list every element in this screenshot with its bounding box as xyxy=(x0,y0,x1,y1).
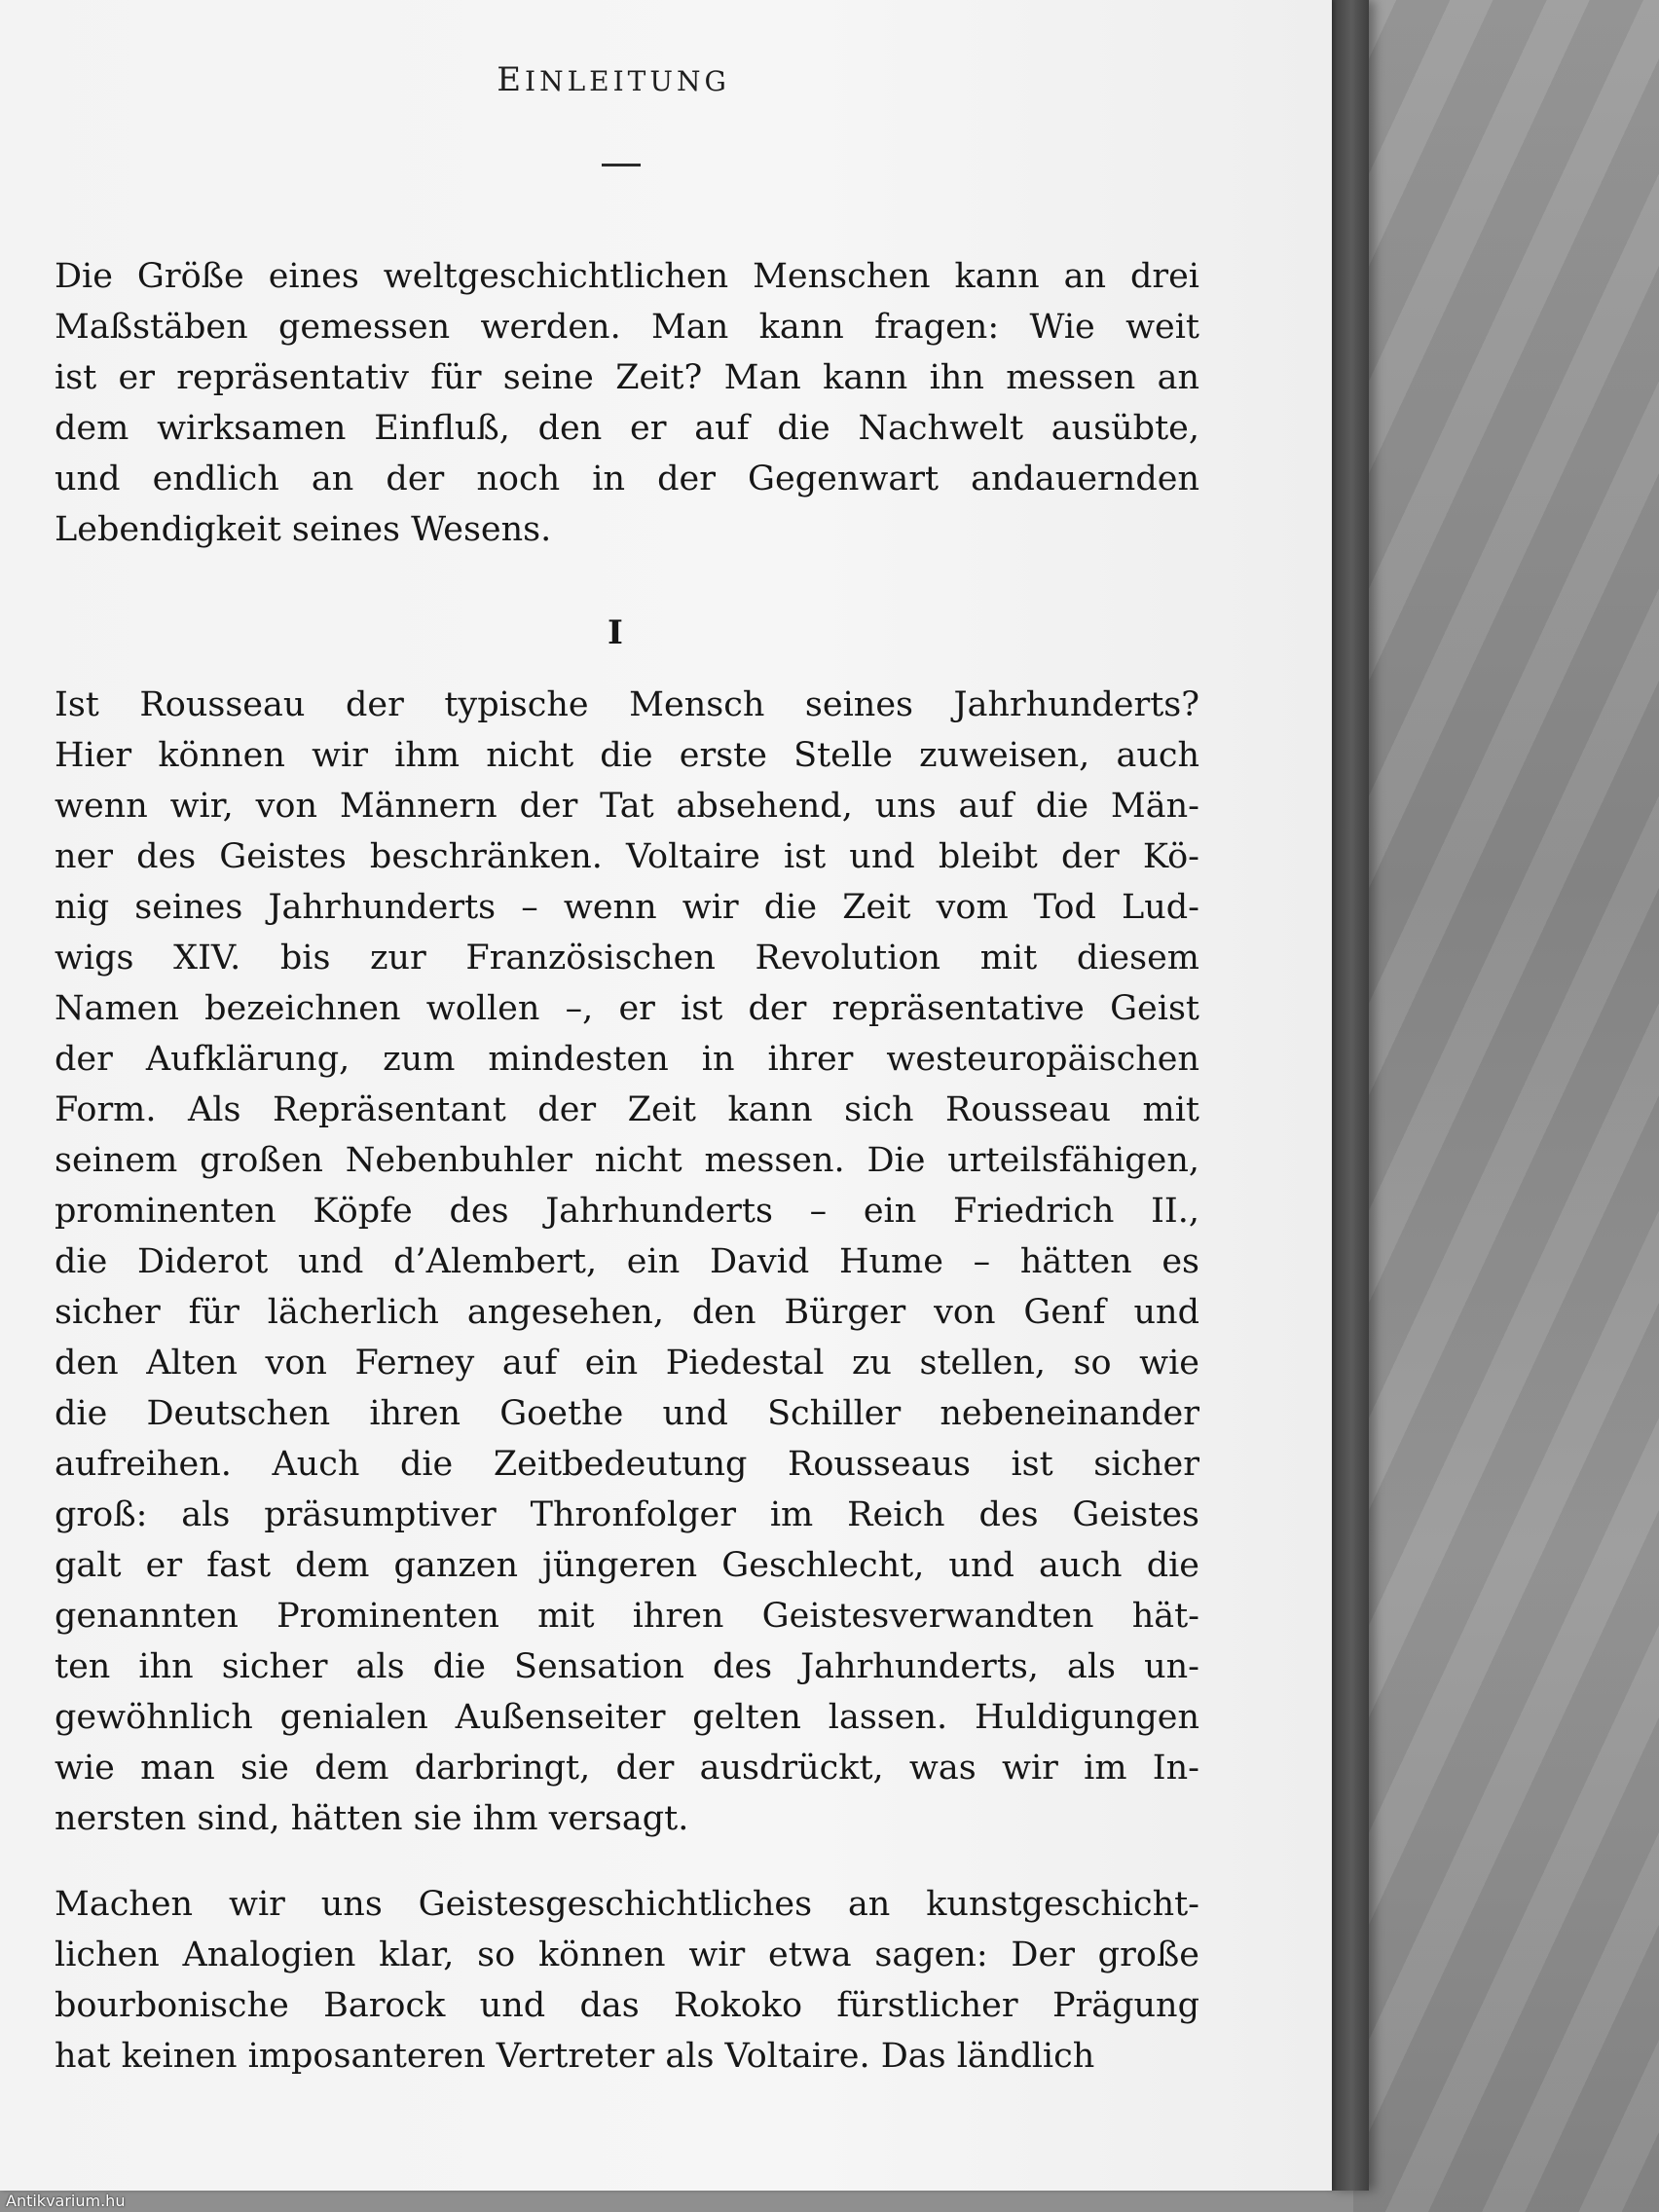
running-head-rest: INLEITUNG xyxy=(525,65,730,97)
section-numeral: I xyxy=(608,613,623,652)
text-line: bourbonische Barock und das Rokoko fürstlicher Prägung xyxy=(55,1986,1199,2025)
running-head-initial: E xyxy=(497,60,526,99)
running-head xyxy=(0,60,1227,99)
text-line: und endlich an der noch in der Gegenwart andauernden xyxy=(55,460,1199,498)
text-line: sicher für lächerlich angesehen, den Bürger von Genf und xyxy=(55,1293,1199,1332)
closing-paragraph xyxy=(55,1879,1199,2082)
text-line: Maßstäben gemessen werden. Man kann fragen: Wie weit xyxy=(55,308,1199,347)
text-line: wie man sie dem darbringt, der ausdrückt, was wir im In- xyxy=(55,1749,1199,1788)
text-line: Namen bezeichnen wollen –, er ist der repräsentative Geist xyxy=(55,989,1199,1028)
text-line: Ist Rousseau der typische Mensch seines Jahrhunderts? xyxy=(55,685,1199,724)
text-line: Lebendigkeit seines Wesens. xyxy=(55,510,552,549)
text-line: die Deutschen ihren Goethe und Schiller nebeneinander xyxy=(55,1394,1199,1433)
text-line: Die Größe eines weltgeschichtlichen Menschen kann an drei xyxy=(55,257,1199,296)
text-line: nig seines Jahrhunderts – wenn wir die Zeit vom Tod Lud- xyxy=(55,888,1199,927)
section-paragraph xyxy=(55,680,1199,1844)
book-cover-edge xyxy=(1330,0,1369,2191)
text-line: dem wirksamen Einfluß, den er auf die Nachwelt ausübte, xyxy=(55,409,1199,448)
watermark: Antikvarium.hu xyxy=(6,2192,126,2210)
text-line: hat keinen imposanteren Vertreter als Voltaire. Das ländlich xyxy=(55,2037,1095,2076)
text-line: groß: als präsumptiver Thronfolger im Reich des Geistes xyxy=(55,1495,1199,1534)
text-line: lichen Analogien klar, so können wir etwa sagen: Der große xyxy=(55,1936,1199,1974)
text-line: Form. Als Repräsentant der Zeit kann sich Rousseau mit xyxy=(55,1090,1199,1129)
text-line: der Aufklärung, zum mindesten in ihrer westeuropäischen xyxy=(55,1040,1199,1079)
background-surface xyxy=(1353,0,1659,2212)
text-line: ten ihn sicher als die Sensation des Jahrhunderts, als un- xyxy=(55,1647,1199,1686)
text-line: die Diderot und d’Alembert, ein David Hume – hätten es xyxy=(55,1242,1199,1281)
text-line: galt er fast dem ganzen jüngeren Geschlecht, und auch die xyxy=(55,1546,1199,1585)
text-line: aufreihen. Auch die Zeitbedeutung Rousseaus ist sicher xyxy=(55,1445,1199,1484)
text-line: nersten sind, hätten sie ihm versagt. xyxy=(55,1799,689,1838)
text-line: Machen wir uns Geistesgeschichtliches an kunstgeschicht- xyxy=(55,1885,1199,1924)
text-line: ist er repräsentativ für seine Zeit? Man kann ihn messen an xyxy=(55,358,1199,397)
text-line: seinem großen Nebenbuhler nicht messen. Die urteilsfähigen, xyxy=(55,1141,1199,1180)
intro-paragraph xyxy=(55,251,1199,555)
text-line: genannten Prominenten mit ihren Geistesverwandten hät- xyxy=(55,1597,1199,1636)
text-line: wigs XIV. bis zur Französischen Revolution mit diesem xyxy=(55,939,1199,977)
text-line: den Alten von Ferney auf ein Piedestal zu stellen, so wie xyxy=(55,1344,1199,1382)
text-line: ner des Geistes beschränken. Voltaire ist und bleibt der Kö- xyxy=(55,837,1199,876)
head-rule xyxy=(602,164,641,166)
text-line: Hier können wir ihm nicht die erste Stelle zuweisen, auch xyxy=(55,736,1199,775)
text-line: prominenten Köpfe des Jahrhunderts – ein Friedrich II., xyxy=(55,1192,1199,1231)
text-line: gewöhnlich genialen Außenseiter gelten lassen. Huldigungen xyxy=(55,1698,1199,1737)
text-line: wenn wir, von Männern der Tat absehend, uns auf die Män- xyxy=(55,787,1199,826)
